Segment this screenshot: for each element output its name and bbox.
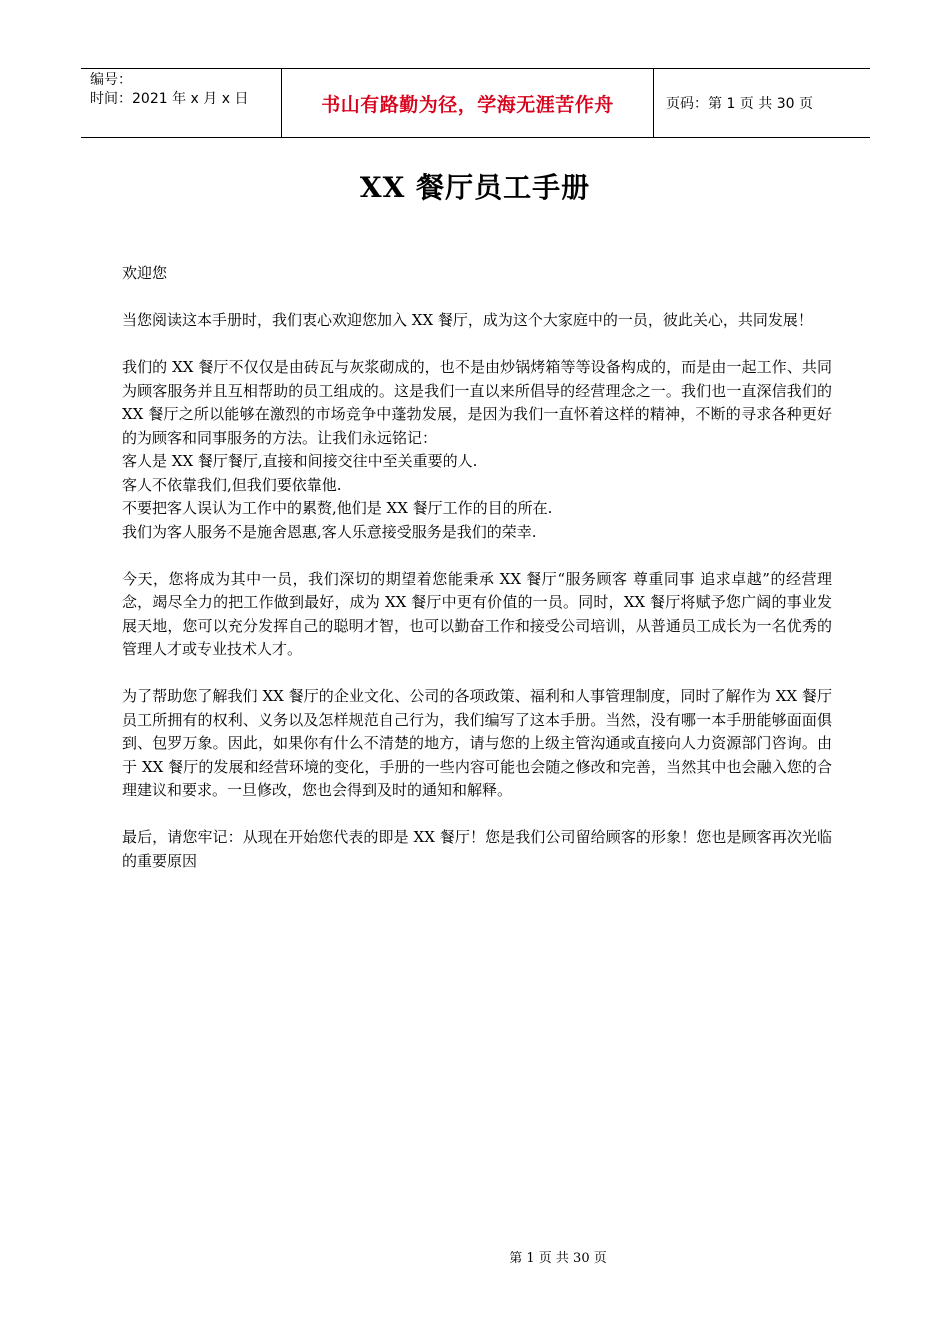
paragraph-philosophy: 我们的 XX 餐厅不仅仅是由砖瓦与灰浆砌成的，也不是由炒锅烤箱等等设备构成的，而是由一起工作、共同为顾客服务并且互相帮助的员工组成的。这是我们一直以来所倡导的经营理念之一。我们也一直深信我们的 XX 餐厅之所以能够在激烈的市场竞争中蓬勃发展，是因为我们一直怀着这样的精神，不断的寻求各种更好的为顾客和同事服务的方法。让我们永远铭记：	[122, 358, 832, 447]
header-motto: 书山有路勤为径，学海无涯苦作舟	[282, 69, 654, 137]
paragraph-welcome: 欢迎您	[122, 264, 168, 282]
page-footer: 第 1 页 共 30 页	[509, 1251, 607, 1266]
document-header	[81, 68, 870, 138]
header-meta	[81, 69, 282, 137]
date-label: 时间：2021 年 x 月 x 日	[90, 91, 249, 107]
paragraph-purpose: 为了帮助您了解我们 XX 餐厅的企业文化、公司的各项政策、福利和人事管理制度，同时了解作为 XX 餐厅员工所拥有的权利、义务以及怎样规范自己行为，我们编写了这本手册。当然，没有哪一本手册能够面面俱到、包罗万象。因此，如果你有什么不清楚的地方，请与您的上级主管沟通或直接向人力资源部门咨询。由于 XX 餐厅的发展和经营环境的变化，手册的一些内容可能也会随之修改和完善，当然其中也会融入您的合理建议和要求。一旦修改，您也会得到及时的通知和解释。	[122, 687, 832, 799]
paragraph-intro: 当您阅读这本手册时，我们衷心欢迎您加入 XX 餐厅，成为这个大家庭中的一员，彼此关心，共同发展！	[122, 311, 813, 329]
number-label: 编号：	[90, 72, 132, 88]
document-body	[122, 262, 832, 897]
header-page-info: 页码：第 1 页 共 30 页	[666, 96, 813, 112]
motto-line-2: 客人不依靠我们,但我们要依靠他.	[122, 475, 342, 494]
motto-line-1: 客人是 XX 餐厅餐厅,直接和间接交往中至关重要的人.	[122, 452, 478, 470]
motto-line-4: 我们为客人服务不是施舍恩惠,客人乐意接受服务是我们的荣幸.	[122, 522, 537, 541]
paragraph-today: 今天，您将成为其中一员，我们深切的期望着您能秉承 XX 餐厅“服务顾客 尊重同事 追求卓越”的经营理念，竭尽全力的把工作做到最好，成为 XX 餐厅中更有价值的一员。同时，XX 餐厅将赋予您广阔的事业发展天地，您可以充分发挥自己的聪明才智，也可以勤奋工作和接受公司培训，从普通员工成长为一名优秀的管理人才或专业技术人才。	[122, 569, 832, 658]
motto-line-3: 不要把客人误认为工作中的累赘,他们是 XX 餐厅工作的目的所在.	[122, 499, 553, 517]
document-title: XX 餐厅员工手册	[359, 171, 591, 204]
paragraph-closing: 最后，请您牢记：从现在开始您代表的即是 XX 餐厅！您是我们公司留给顾客的形象！您也是顾客再次光临的重要原因	[122, 828, 832, 870]
